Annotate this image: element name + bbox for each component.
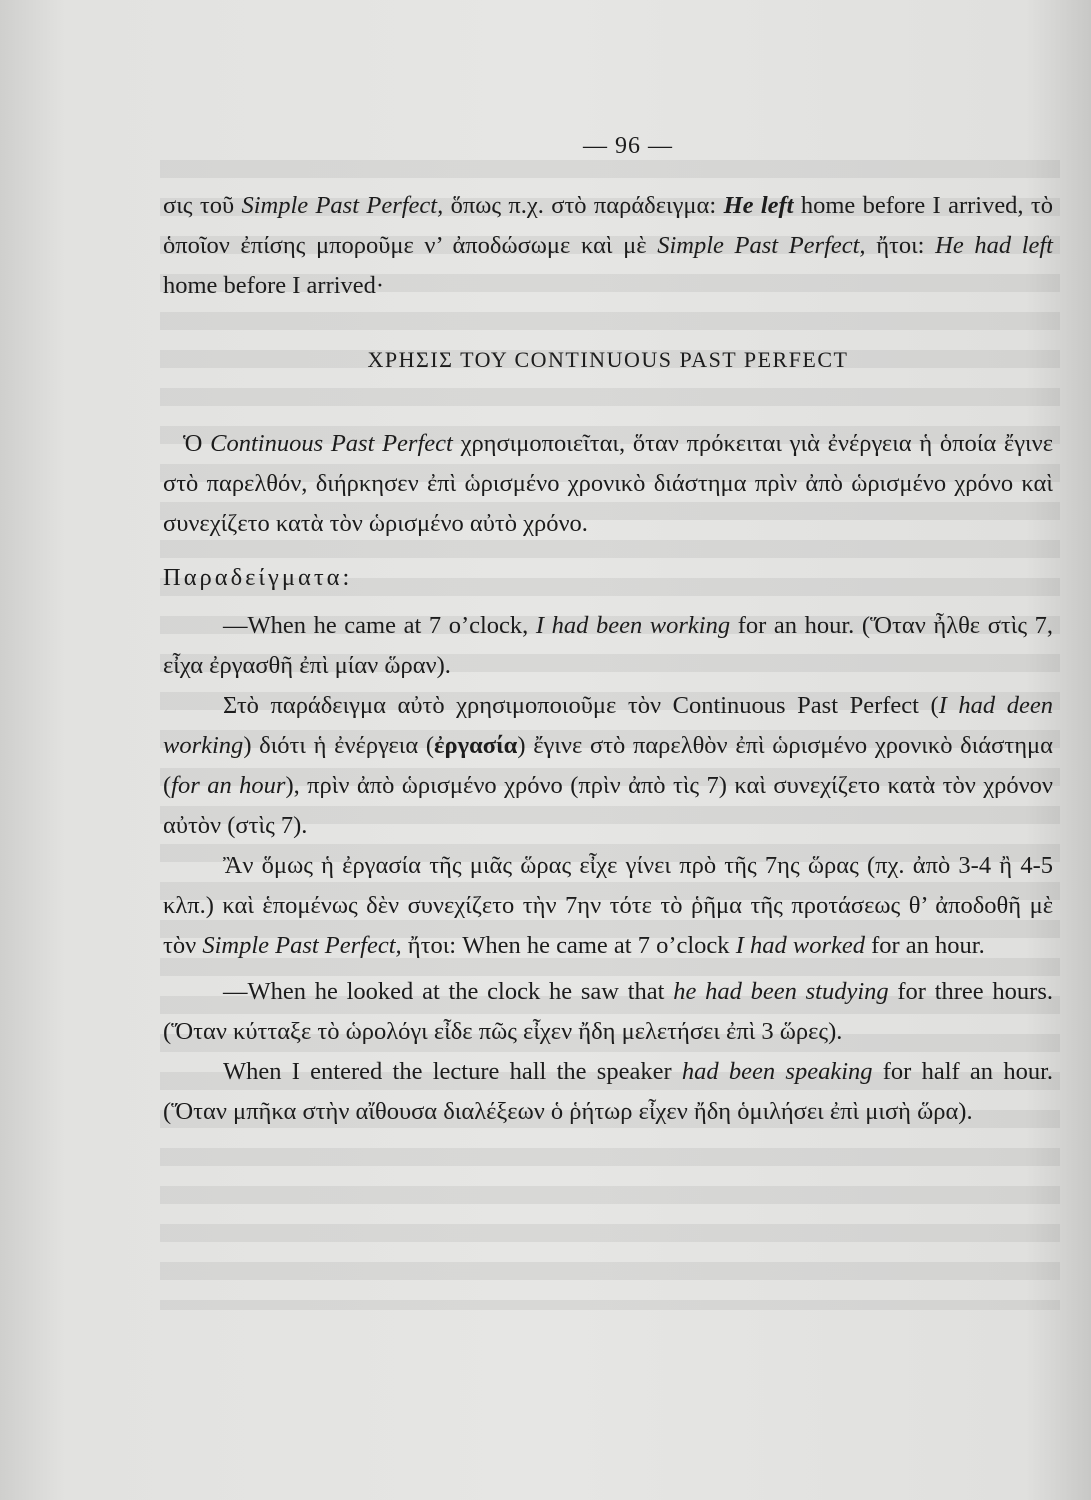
paragraph-contrast: Ἂν ὅμως ἡ ἐργασία τῆς μιᾶς ὥρας εἶχε γίνει πρὸ τῆς 7ης ὥρας (πχ. ἀπὸ 3-4 ἢ 4-5 κλπ.) καὶ ἑπομένως δὲν συνεχίζετο τὴν 7ην τότε τὸ ῥῆμα τῆς προτάσεως θ’ ἀποδοθῆ μὲ τὸν Simple Past Perfect, ἤτοι: When he came at 7 o’clock I had worked for an hour. [163,852,1053,959]
paragraph-simple-past-perfect-continued: σις τοῦ Simple Past Perfect, ὅπως π.χ. στὸ παράδειγμα: He left home before I arrived, τὸ ὁποῖον ἐπίσης μποροῦμε ν’ ἀποδώσωμε καὶ μὲ Simple Past Perfect, ἤτοι: He had left home before I arrived· [163,192,1054,299]
example-1: —When he came at 7 o’clock, I had been working for an hour. (Ὅταν ἦλθε στὶς 7, εἶχα ἐργασθῆ ἐπὶ μίαν ὥραν). [163,612,1053,679]
page-number: — 96 — [583,133,673,159]
section-heading: ΧΡΗΣΙΣ ΤΟΥ CONTINUOUS PAST PERFECT [367,347,849,372]
example-2: —When he looked at the clock he saw that he had been studying for three hours. (Ὅταν κύτταξε τὸ ὡρολόγι εἶδε πῶς εἶχεν ἤδη μελετήσει ἐπὶ 3 ὥρες). [163,978,1053,1045]
paragraph-definition: Ὁ Continuous Past Perfect χρησιμοποιεῖται, ὅταν πρόκειται γιὰ ἐνέργεια ἡ ὁποία ἔγινε στὸ παρελθόν, διήρκησεν ἐπὶ ὡρισμένο χρονικὸ διάστημα πρὶν ἀπὸ ὡρισμένο χρόνο καὶ συνεχίζετο κατὰ τὸν ὡρισμένο αὐτὸ χρόνο. [163,430,1053,537]
example-3: When I entered the lecture hall the speaker had been speaking for half an hour. (Ὅταν μπῆκα στὴν αἴθουσα διαλέξεων ὁ ῥήτωρ εἶχεν ἤδη ὁμιλήσει ἐπὶ μισὴ ὥρα). [163,1058,1053,1125]
page-content [163,126,1053,1132]
paragraph-explanation: Στὸ παράδειγμα αὐτὸ χρησιμοποιοῦμε τὸν Continuous Past Perfect (I had deen working) διότι ἡ ἐνέργεια (ἐργασία) ἔγινε στὸ παρελθὸν ἐπὶ ὡρισμένο χρονικὸ διάστημα (for an hour), πρὶν ἀπὸ ὡρισμένο χρόνο (πρὶν ἀπὸ τὶς 7) καὶ συνεχίζετο κατὰ τὸν χρόνον αὐτὸν (στὶς 7). [163,692,1053,839]
examples-label: Παραδείγματα: [163,564,353,591]
